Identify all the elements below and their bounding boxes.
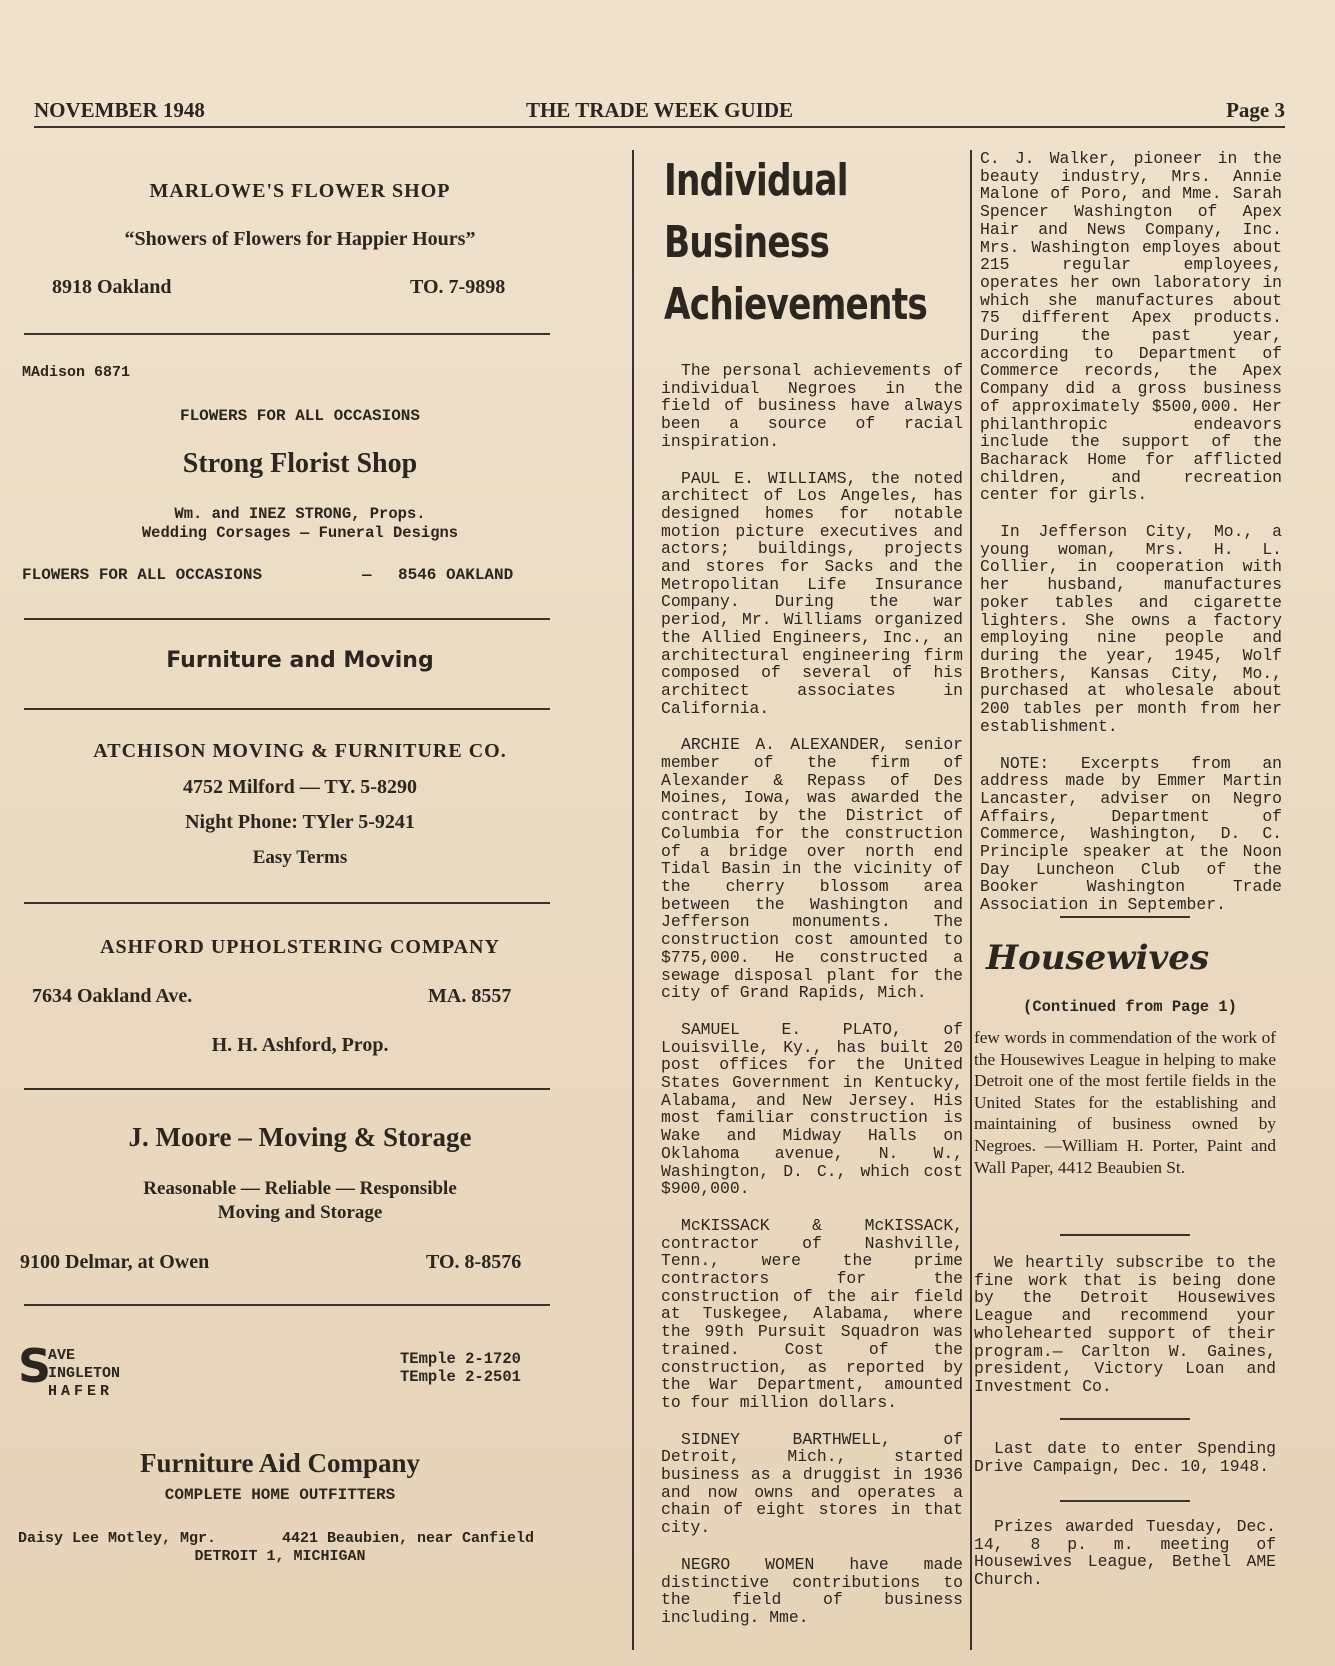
atchison-terms: Easy Terms <box>252 847 348 868</box>
moore-phone: TO. 8-8576 <box>426 1251 522 1273</box>
heading-line-2: Business <box>664 217 830 268</box>
deadline-note <box>974 1440 1276 1494</box>
furniture-aid-address: 4421 Beaubien, near Canfield <box>282 1530 535 1547</box>
marlowe-name: MARLOWE'S FLOWER SHOP <box>149 180 451 202</box>
moore-name: J. Moore – Moving & Storage <box>128 1122 472 1152</box>
marlowe-phone: TO. 7-9898 <box>410 276 506 298</box>
housewives-endorsement <box>974 1254 1276 1415</box>
strong-bottom-right: 8546 OAKLAND <box>398 566 514 584</box>
furniture-aid-name: Furniture Aid Company <box>139 1448 421 1478</box>
continued-note: (Continued from Page 1) <box>1023 998 1237 1016</box>
ashford-address: 7634 Oakland Ave. <box>32 985 193 1007</box>
housewives-body <box>974 1027 1276 1197</box>
housewives-paragraph: We heartily subscribe to the fine work that is being done by the Detroit Housewives League and recommend your wholehearted support of their program.— Carlton W. Gaines, president, Victory Loan and Investment Co. <box>974 1253 1276 1396</box>
ashford-phone: MA. 8557 <box>428 985 512 1007</box>
logo-letter: S <box>18 1339 52 1393</box>
column-rule-left <box>632 150 634 1650</box>
housewives-paragraph: few words in commendation of the work of the Housewives League in helping to make Detroit one of the most fertile fields in the United States for the establishing and maintaining of business owned by Negroes. —William H. Porter, Paint and Wall Paper, 4412 Beaubien St. <box>974 1028 1276 1177</box>
section-divider <box>1060 1234 1190 1236</box>
moore-address: 9100 Delmar, at Owen <box>20 1251 210 1273</box>
furniture-aid-phone-1: TEmple 2-1720 <box>400 1350 521 1368</box>
furniture-aid-phone-2: TEmple 2-2501 <box>400 1368 521 1386</box>
atchison-name: ATCHISON MOVING & FURNITURE CO. <box>93 740 507 762</box>
ad-divider <box>24 1304 550 1306</box>
article-paragraph: SIDNEY BARTHWELL, of Detroit, Mich., started business as a druggist in 1936 and now owns and operates a chain of eight stores in that city. <box>661 1429 963 1538</box>
article-paragraph: PAUL E. WILLIAMS, the noted architect of Los Angeles, has designed homes for notable motion picture executives and actors; buildings, projects and stores for Sacks and the Metropolitan Life Insurance Company. During the war period, Mr. Williams organized the Allied Engineers, Inc., an architectural engineering firm composed of several of his architect associates in California. <box>661 468 963 718</box>
article-body <box>661 362 963 1646</box>
strong-bottom-left: FLOWERS FOR ALL OCCASIONS <box>22 566 263 584</box>
section-heading: Furniture and Moving <box>166 648 434 673</box>
housewives-paragraph: Prizes awarded Tuesday, Dec. 14, 8 p. m. meeting of Housewives League, Bethel AME Church. <box>974 1517 1276 1590</box>
article-continuation <box>980 150 1282 933</box>
ad-divider <box>24 333 550 335</box>
strong-name: Strong Florist Shop <box>182 448 418 479</box>
article-paragraph: In Jefferson City, Mo., a young woman, Mrs. H. L. Collier, in cooperation with her husband, manufactures poker tables and cigarette lighters. She owns a factory employing nine people and during the year, 1945, Wolf Brothers, Kansas City, Mo., purchased at wholesale about 200 tables per month from her establishment. <box>980 522 1282 736</box>
page-number: Page 3 <box>1226 98 1285 122</box>
atchison-night-phone: Night Phone: TYler 5-9241 <box>185 811 415 833</box>
publication-title: THE TRADE WEEK GUIDE <box>525 98 794 122</box>
strong-services: Wedding Corsages — Funeral Designs <box>141 524 459 542</box>
article-paragraph: NEGRO WOMEN have made distinctive contributions to the field of business including. Mme. <box>661 1554 963 1627</box>
article-paragraph: C. J. Walker, pioneer in the beauty industry, Mrs. Annie Malone of Poro, and Mme. Sarah Spencer Washington of Apex Hair and News Company, Inc. Mrs. Washington employes about 215 regular employees, operates her own laboratory in which she manufactures about 75 different Apex products. During the past year, according to Department of Commerce records, the Apex Company did a gross business of approximately $500,000. Her philanthropic endeavors include the support of the Bacharack Home for afflicted children, and recreation center for girls. <box>980 149 1282 505</box>
furniture-aid-city: DETROIT 1, MICHIGAN <box>194 1548 366 1565</box>
strong-bottom-dash: — <box>362 566 372 584</box>
column-rule-right <box>970 150 972 1650</box>
ashford-prop: H. H. Ashford, Prop. <box>211 1034 389 1056</box>
article-paragraph: ARCHIE A. ALEXANDER, senior member of the firm of Alexander & Repass of Des Moines, Iowa, was awarded the contract by the District of Columbia for the construction of a bridge over north end Tidal Basin in the vicinity of the cherry blossom area between the Washington and Jefferson monuments. The construction cost amounted to $775,000. He constructed a sewage disposal plant for the city of Grand Rapids, Mich. <box>661 735 963 1003</box>
article-paragraph: The personal achievements of individual Negroes in the field of business have always been a source of racial inspiration. <box>661 361 963 451</box>
ashford-name: ASHFORD UPHOLSTERING COMPANY <box>100 936 500 958</box>
ad-divider <box>24 708 550 710</box>
masthead <box>34 96 1285 128</box>
strong-top-line: FLOWERS FOR ALL OCCASIONS <box>179 407 421 425</box>
furniture-aid-manager: Daisy Lee Motley, Mgr. <box>18 1530 217 1547</box>
article-paragraph: McKISSACK & McKISSACK, contractor of Nashville, Tenn., were the prime contractors for the construction of the air field at Tuskegee, Alabama, where the 99th Pursuit Squadron was trained. Cost of the construction, as reported by the War Department, amounted to four million dollars. <box>661 1215 963 1412</box>
ad-divider <box>24 902 550 904</box>
marlowe-address: 8918 Oakland <box>52 276 172 298</box>
ad-divider <box>24 1088 550 1090</box>
housewives-heading: Housewives <box>986 938 1210 978</box>
strong-phone: MAdison 6871 <box>22 364 131 381</box>
heading-line-1: Individual <box>664 155 848 206</box>
prizes-note <box>974 1518 1276 1608</box>
logo-line-1: AVE <box>48 1347 76 1364</box>
atchison-address: 4752 Milford — TY. 5-8290 <box>183 776 417 798</box>
logo-line-2: INGLETON <box>48 1365 121 1382</box>
moore-tagline-1: Reasonable — Reliable — Responsible <box>143 1178 457 1199</box>
ad-divider <box>24 618 550 620</box>
marlowe-slogan: “Showers of Flowers for Happier Hours” <box>124 228 476 250</box>
section-divider <box>1060 916 1190 918</box>
article-paragraph: NOTE: Excerpts from an address made by Emmer Martin Lancaster, adviser on Negro Affairs, Department of Commerce, Washington, D. C. Principle speaker at the Noon Day Luncheon Club of the Booker Washington Trade Association in September. <box>980 753 1282 915</box>
section-divider <box>1060 1418 1190 1420</box>
heading-line-3: Achievements <box>664 279 927 330</box>
moore-tagline-2: Moving and Storage <box>217 1202 383 1223</box>
article-paragraph: SAMUEL E. PLATO, of Louisville, Ky., has built 20 post offices for the United States Government in Kentucky, Alabama, and New Jersey. His most familiar construction is Wake and Midway Halls on Oklahoma avenue, N. W., Washington, D. C., which cost $900,000. <box>661 1019 963 1199</box>
strong-props: Wm. and INEZ STRONG, Props. <box>174 505 426 523</box>
issue-date: NOVEMBER 1948 <box>34 98 205 122</box>
section-divider <box>1060 1500 1190 1502</box>
furniture-aid-tagline: COMPLETE HOME OUTFITTERS <box>164 1486 396 1504</box>
article-heading <box>664 150 1001 336</box>
logo-line-3: HAFER <box>48 1383 114 1400</box>
housewives-paragraph: Last date to enter Spending Drive Campaign, Dec. 10, 1948. <box>974 1439 1276 1476</box>
